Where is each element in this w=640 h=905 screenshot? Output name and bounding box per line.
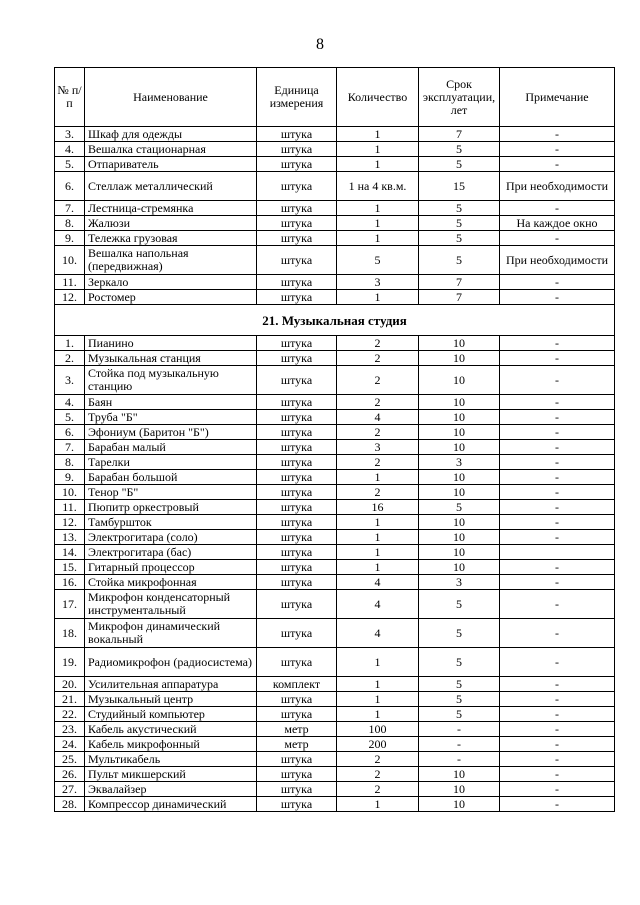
table-row <box>55 440 615 455</box>
table-row <box>55 767 615 782</box>
item-unit: штука <box>257 395 337 410</box>
row-number: 21. <box>55 692 85 707</box>
row-number: 24. <box>55 737 85 752</box>
item-quantity: 4 <box>337 619 419 648</box>
table-row <box>55 366 615 395</box>
item-service-life: 5 <box>419 500 500 515</box>
item-service-life: 3 <box>419 575 500 590</box>
header-unit: Единица измерения <box>257 68 337 127</box>
row-number: 14. <box>55 545 85 560</box>
item-name: Пюпитр оркестровый <box>85 500 257 515</box>
item-name: Зеркало <box>85 275 257 290</box>
row-number: 15. <box>55 560 85 575</box>
item-quantity: 1 <box>337 648 419 677</box>
item-unit: штука <box>257 157 337 172</box>
row-number: 10. <box>55 485 85 500</box>
table-body-bottom <box>55 336 615 812</box>
item-note: - <box>500 707 615 722</box>
item-service-life: 10 <box>419 425 500 440</box>
row-number: 11. <box>55 275 85 290</box>
item-unit: штука <box>257 752 337 767</box>
item-service-life: 15 <box>419 172 500 201</box>
item-unit: штука <box>257 470 337 485</box>
header-name: Наименование <box>85 68 257 127</box>
item-service-life: 5 <box>419 246 500 275</box>
table-row <box>55 142 615 157</box>
item-note: - <box>500 737 615 752</box>
item-quantity: 1 <box>337 216 419 231</box>
item-quantity: 4 <box>337 575 419 590</box>
item-note: - <box>500 201 615 216</box>
row-number: 8. <box>55 455 85 470</box>
item-quantity: 2 <box>337 752 419 767</box>
table-row <box>55 560 615 575</box>
item-name: Стеллаж металлический <box>85 172 257 201</box>
table-row <box>55 485 615 500</box>
item-note: - <box>500 515 615 530</box>
item-name: Пульт микшерский <box>85 767 257 782</box>
item-name: Пианино <box>85 336 257 351</box>
item-quantity: 2 <box>337 395 419 410</box>
header-number: № п/п <box>55 68 85 127</box>
item-quantity: 200 <box>337 737 419 752</box>
table-row <box>55 455 615 470</box>
row-number: 6. <box>55 172 85 201</box>
item-unit: штука <box>257 201 337 216</box>
item-note: При необходимости <box>500 172 615 201</box>
table-row <box>55 172 615 201</box>
item-service-life: 10 <box>419 366 500 395</box>
item-unit: штука <box>257 290 337 305</box>
table-row <box>55 619 615 648</box>
item-unit: штука <box>257 767 337 782</box>
row-number: 10. <box>55 246 85 275</box>
item-name: Микрофон конденсаторный инструментальный <box>85 590 257 619</box>
item-quantity: 100 <box>337 722 419 737</box>
item-unit: штука <box>257 530 337 545</box>
table-row <box>55 707 615 722</box>
item-quantity: 1 <box>337 677 419 692</box>
item-name: Тарелки <box>85 455 257 470</box>
item-quantity: 16 <box>337 500 419 515</box>
row-number: 23. <box>55 722 85 737</box>
item-quantity: 4 <box>337 410 419 425</box>
item-quantity: 5 <box>337 246 419 275</box>
item-note: - <box>500 797 615 812</box>
item-note: - <box>500 648 615 677</box>
item-name: Музыкальная станция <box>85 351 257 366</box>
table-row <box>55 275 615 290</box>
item-unit: штука <box>257 336 337 351</box>
item-quantity: 1 <box>337 560 419 575</box>
item-note <box>500 545 615 560</box>
item-name: Тенор "Б" <box>85 485 257 500</box>
item-unit: штука <box>257 707 337 722</box>
row-number: 5. <box>55 157 85 172</box>
table-row <box>55 216 615 231</box>
item-name: Лестница-стремянка <box>85 201 257 216</box>
table-row <box>55 157 615 172</box>
table-row <box>55 782 615 797</box>
item-unit: штука <box>257 590 337 619</box>
item-service-life: 5 <box>419 707 500 722</box>
item-unit: штука <box>257 231 337 246</box>
inventory-table <box>54 67 615 812</box>
table-row <box>55 470 615 485</box>
table-row <box>55 737 615 752</box>
item-name: Тележка грузовая <box>85 231 257 246</box>
item-note: - <box>500 157 615 172</box>
item-unit: штука <box>257 142 337 157</box>
item-unit: штука <box>257 782 337 797</box>
item-quantity: 1 <box>337 157 419 172</box>
item-note: При необходимости <box>500 246 615 275</box>
item-name: Жалюзи <box>85 216 257 231</box>
row-number: 7. <box>55 201 85 216</box>
item-note: - <box>500 275 615 290</box>
item-unit: штука <box>257 485 337 500</box>
header-quantity: Количество <box>337 68 419 127</box>
item-note: - <box>500 500 615 515</box>
row-number: 11. <box>55 500 85 515</box>
row-number: 7. <box>55 440 85 455</box>
row-number: 18. <box>55 619 85 648</box>
row-number: 2. <box>55 351 85 366</box>
item-quantity: 1 <box>337 127 419 142</box>
item-unit: комплект <box>257 677 337 692</box>
item-note: - <box>500 619 615 648</box>
table-row <box>55 648 615 677</box>
table-row <box>55 752 615 767</box>
item-unit: штука <box>257 366 337 395</box>
table-row <box>55 575 615 590</box>
item-unit: штука <box>257 575 337 590</box>
row-number: 8. <box>55 216 85 231</box>
item-name: Радиомикрофон (радиосистема) <box>85 648 257 677</box>
item-service-life: 5 <box>419 231 500 246</box>
item-note: На каждое окно <box>500 216 615 231</box>
table-row <box>55 797 615 812</box>
table-row <box>55 530 615 545</box>
item-name: Барабан малый <box>85 440 257 455</box>
item-name: Эфониум (Баритон "Б") <box>85 425 257 440</box>
row-number: 9. <box>55 231 85 246</box>
item-service-life: 5 <box>419 619 500 648</box>
item-unit: штука <box>257 545 337 560</box>
table-row <box>55 201 615 216</box>
item-name: Стойка под музыкальную станцию <box>85 366 257 395</box>
row-number: 16. <box>55 575 85 590</box>
section-body <box>55 305 615 336</box>
item-quantity: 1 <box>337 797 419 812</box>
row-number: 12. <box>55 290 85 305</box>
page-number: 8 <box>316 36 324 53</box>
table-row <box>55 500 615 515</box>
item-service-life: 5 <box>419 142 500 157</box>
item-service-life: 7 <box>419 275 500 290</box>
row-number: 3. <box>55 366 85 395</box>
item-note: - <box>500 677 615 692</box>
item-service-life: 10 <box>419 470 500 485</box>
item-note: - <box>500 470 615 485</box>
item-service-life: 10 <box>419 336 500 351</box>
table-row <box>55 127 615 142</box>
item-unit: штука <box>257 425 337 440</box>
item-note: - <box>500 142 615 157</box>
item-unit: штука <box>257 619 337 648</box>
header-note: Примечание <box>500 68 615 127</box>
item-quantity: 3 <box>337 440 419 455</box>
item-name: Ростомер <box>85 290 257 305</box>
row-number: 17. <box>55 590 85 619</box>
item-service-life: 10 <box>419 351 500 366</box>
item-name: Электрогитара (бас) <box>85 545 257 560</box>
item-service-life: 3 <box>419 455 500 470</box>
row-number: 4. <box>55 395 85 410</box>
item-note: - <box>500 290 615 305</box>
item-unit: штука <box>257 172 337 201</box>
row-number: 13. <box>55 530 85 545</box>
item-name: Шкаф для одежды <box>85 127 257 142</box>
item-unit: штука <box>257 351 337 366</box>
row-number: 9. <box>55 470 85 485</box>
item-quantity: 2 <box>337 767 419 782</box>
item-name: Микрофон динамический вокальный <box>85 619 257 648</box>
table-row <box>55 545 615 560</box>
item-service-life: 10 <box>419 440 500 455</box>
table-row <box>55 410 615 425</box>
row-number: 1. <box>55 336 85 351</box>
item-service-life: - <box>419 722 500 737</box>
row-number: 27. <box>55 782 85 797</box>
item-service-life: 10 <box>419 545 500 560</box>
item-note: - <box>500 366 615 395</box>
item-name: Кабель акустический <box>85 722 257 737</box>
item-quantity: 2 <box>337 455 419 470</box>
row-number: 19. <box>55 648 85 677</box>
table-row <box>55 677 615 692</box>
item-quantity: 2 <box>337 336 419 351</box>
item-note: - <box>500 692 615 707</box>
item-note: - <box>500 127 615 142</box>
item-unit: штука <box>257 216 337 231</box>
item-note: - <box>500 752 615 767</box>
item-service-life: 5 <box>419 590 500 619</box>
item-note: - <box>500 782 615 797</box>
item-name: Мультикабель <box>85 752 257 767</box>
item-service-life: - <box>419 737 500 752</box>
item-service-life: 10 <box>419 395 500 410</box>
item-service-life: 5 <box>419 677 500 692</box>
item-unit: штука <box>257 246 337 275</box>
item-note: - <box>500 722 615 737</box>
item-unit: штука <box>257 500 337 515</box>
table-row <box>55 515 615 530</box>
item-quantity: 2 <box>337 366 419 395</box>
item-unit: метр <box>257 737 337 752</box>
item-name: Кабель микрофонный <box>85 737 257 752</box>
item-name: Баян <box>85 395 257 410</box>
item-note: - <box>500 530 615 545</box>
item-name: Стойка микрофонная <box>85 575 257 590</box>
item-unit: штука <box>257 410 337 425</box>
table-row <box>55 290 615 305</box>
item-unit: метр <box>257 722 337 737</box>
item-quantity: 2 <box>337 485 419 500</box>
row-number: 6. <box>55 425 85 440</box>
item-unit: штука <box>257 560 337 575</box>
item-note: - <box>500 395 615 410</box>
item-note: - <box>500 410 615 425</box>
item-note: - <box>500 231 615 246</box>
table-row <box>55 425 615 440</box>
item-name: Электрогитара (соло) <box>85 530 257 545</box>
item-unit: штука <box>257 797 337 812</box>
row-number: 22. <box>55 707 85 722</box>
item-service-life: 5 <box>419 648 500 677</box>
item-name: Труба "Б" <box>85 410 257 425</box>
item-note: - <box>500 351 615 366</box>
item-unit: штука <box>257 440 337 455</box>
item-service-life: 7 <box>419 290 500 305</box>
table-row <box>55 395 615 410</box>
item-quantity: 2 <box>337 351 419 366</box>
item-note: - <box>500 336 615 351</box>
item-quantity: 1 на 4 кв.м. <box>337 172 419 201</box>
row-number: 3. <box>55 127 85 142</box>
table-row <box>55 722 615 737</box>
item-quantity: 1 <box>337 142 419 157</box>
table-row <box>55 351 615 366</box>
item-service-life: 10 <box>419 782 500 797</box>
item-note: - <box>500 560 615 575</box>
table-row <box>55 692 615 707</box>
item-service-life: 5 <box>419 692 500 707</box>
item-service-life: 10 <box>419 485 500 500</box>
table-row <box>55 231 615 246</box>
item-name: Эквалайзер <box>85 782 257 797</box>
row-number: 25. <box>55 752 85 767</box>
item-service-life: 10 <box>419 797 500 812</box>
item-service-life: 5 <box>419 157 500 172</box>
section-title: 21. Музыкальная студия <box>55 305 615 336</box>
item-unit: штука <box>257 648 337 677</box>
item-note: - <box>500 767 615 782</box>
item-name: Вешалка напольная (передвижная) <box>85 246 257 275</box>
item-note: - <box>500 455 615 470</box>
item-name: Музыкальный центр <box>85 692 257 707</box>
item-note: - <box>500 440 615 455</box>
item-service-life: 10 <box>419 515 500 530</box>
item-name: Компрессор динамический <box>85 797 257 812</box>
item-name: Студийный компьютер <box>85 707 257 722</box>
item-unit: штука <box>257 127 337 142</box>
item-service-life: 7 <box>419 127 500 142</box>
item-quantity: 1 <box>337 530 419 545</box>
item-service-life: 10 <box>419 560 500 575</box>
item-quantity: 2 <box>337 425 419 440</box>
table-body-top <box>55 127 615 305</box>
item-quantity: 2 <box>337 782 419 797</box>
item-service-life: - <box>419 752 500 767</box>
item-quantity: 3 <box>337 275 419 290</box>
item-unit: штука <box>257 692 337 707</box>
item-quantity: 1 <box>337 515 419 530</box>
item-note: - <box>500 485 615 500</box>
item-service-life: 10 <box>419 410 500 425</box>
table-header-row <box>55 68 615 127</box>
row-number: 5. <box>55 410 85 425</box>
header-service-life: Срок эксплуатации, лет <box>419 68 500 127</box>
row-number: 26. <box>55 767 85 782</box>
section-row <box>55 305 615 336</box>
row-number: 12. <box>55 515 85 530</box>
item-name: Вешалка стационарная <box>85 142 257 157</box>
item-quantity: 1 <box>337 290 419 305</box>
item-note: - <box>500 575 615 590</box>
item-service-life: 5 <box>419 201 500 216</box>
item-name: Усилительная аппаратура <box>85 677 257 692</box>
item-quantity: 1 <box>337 707 419 722</box>
item-name: Тамбуршток <box>85 515 257 530</box>
row-number: 28. <box>55 797 85 812</box>
item-quantity: 1 <box>337 231 419 246</box>
item-quantity: 4 <box>337 590 419 619</box>
item-name: Гитарный процессор <box>85 560 257 575</box>
table-row <box>55 336 615 351</box>
item-name: Барабан большой <box>85 470 257 485</box>
item-service-life: 5 <box>419 216 500 231</box>
item-unit: штука <box>257 515 337 530</box>
item-unit: штука <box>257 455 337 470</box>
table-row <box>55 246 615 275</box>
item-name: Отпариватель <box>85 157 257 172</box>
item-quantity: 1 <box>337 201 419 216</box>
row-number: 4. <box>55 142 85 157</box>
item-note: - <box>500 590 615 619</box>
item-unit: штука <box>257 275 337 290</box>
item-quantity: 1 <box>337 692 419 707</box>
row-number: 20. <box>55 677 85 692</box>
item-quantity: 1 <box>337 470 419 485</box>
item-note: - <box>500 425 615 440</box>
item-quantity: 1 <box>337 545 419 560</box>
item-service-life: 10 <box>419 530 500 545</box>
item-service-life: 10 <box>419 767 500 782</box>
table-row <box>55 590 615 619</box>
